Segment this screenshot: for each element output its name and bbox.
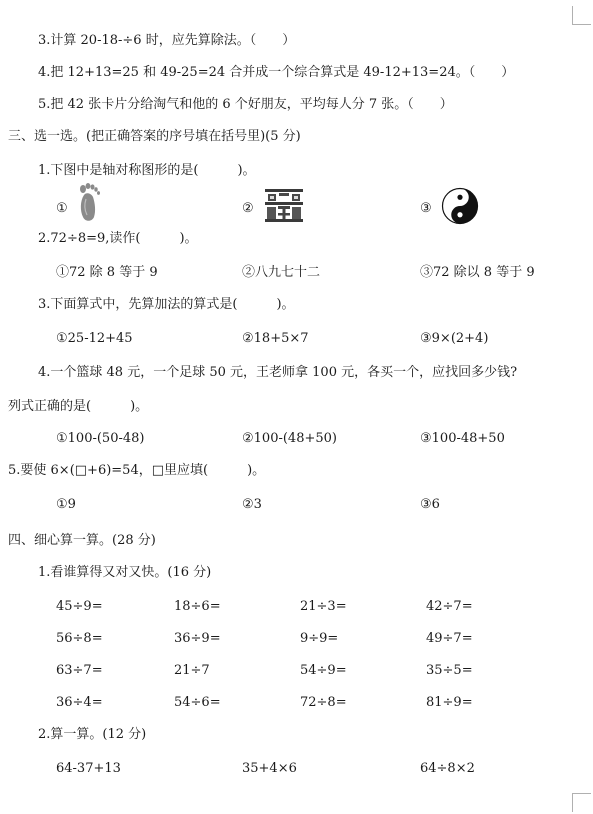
- option-1: ①25-12+45: [56, 331, 133, 346]
- choice-question-1: 1.下图中是轴对称图形的是( )。: [38, 163, 256, 178]
- option-2: ②100-(48+50): [242, 431, 337, 446]
- calc-item: 21÷7: [174, 663, 210, 678]
- calc-item: 9÷9=: [300, 631, 339, 646]
- option-1-label: ①: [56, 201, 68, 216]
- calc-item: 36÷4=: [56, 695, 103, 710]
- option-1: ①72 除 8 等于 9: [56, 265, 158, 280]
- judge-question-3: 3.计算 20-18-÷6 时，应先算除法。（ ）: [38, 33, 296, 48]
- choice-question-1-options: [0, 196, 593, 222]
- choice-question-2: 2.72÷8=9,读作( )。: [38, 231, 198, 246]
- footprint-icon: [74, 181, 104, 229]
- yin-yang-icon: [441, 187, 479, 231]
- calc-item: 64÷8×2: [420, 761, 475, 776]
- calc-item: 54÷6=: [174, 695, 221, 710]
- choice-question-4: 4.一个篮球 48 元，一个足球 50 元，王老师拿 100 元，各买一个，应找回多少钱?: [38, 365, 518, 380]
- calc-item: 64-37+13: [56, 761, 121, 776]
- option-1: ①100-(50-48): [56, 431, 145, 446]
- page-corner-mark: [572, 793, 591, 812]
- option-3: ③6: [420, 497, 440, 512]
- option-3-label: ③: [420, 201, 432, 216]
- judge-question-4: 4.把 12+13=25 和 49-25=24 合并成一个综合算式是 49-12+13=24。（ ）: [38, 65, 515, 80]
- page-corner-mark: [572, 6, 591, 25]
- option-2: ②18+5×7: [242, 331, 309, 346]
- calc-item: 36÷9=: [174, 631, 221, 646]
- section-4-title: 四、细心算一算。(28 分): [8, 533, 156, 548]
- option-1: ①9: [56, 497, 76, 512]
- option-2: ②3: [242, 497, 262, 512]
- choice-question-5: 5.要使 6×(□+6)=54，□里应填( )。: [8, 463, 266, 478]
- calc-item: 45÷9=: [56, 599, 103, 614]
- choice-question-3: 3.下面算式中，先算加法的算式是( )。: [38, 297, 295, 312]
- calc-item: 72÷8=: [300, 695, 347, 710]
- calc-item: 35+4×6: [242, 761, 297, 776]
- judge-question-5: 5.把 42 张卡片分给淘气和他的 6 个好朋友，平均每人分 7 张。（ ）: [38, 97, 453, 112]
- calc-item: 42÷7=: [426, 599, 473, 614]
- calc-part-2-title: 2.算一算。(12 分): [38, 727, 147, 742]
- calc-item: 18÷6=: [174, 599, 221, 614]
- calc-item: 35÷5=: [426, 663, 473, 678]
- option-3: ③9×(2+4): [420, 331, 489, 346]
- calc-item: 49÷7=: [426, 631, 473, 646]
- calc-item: 56÷8=: [56, 631, 103, 646]
- calc-item: 63÷7=: [56, 663, 103, 678]
- option-2: ②八九七十二: [242, 265, 321, 280]
- calc-part-1-title: 1.看谁算得又对又快。(16 分): [38, 565, 212, 580]
- option-2-label: ②: [242, 201, 254, 216]
- option-3: ③100-48+50: [420, 431, 505, 446]
- chinese-character-icon: [264, 187, 304, 229]
- section-3-title: 三、选一选。(把正确答案的序号填在括号里)(5 分): [8, 129, 301, 144]
- option-3: ③72 除以 8 等于 9: [420, 265, 535, 280]
- calc-item: 54÷9=: [300, 663, 347, 678]
- choice-question-4-continued: 列式正确的是( )。: [8, 399, 149, 414]
- calc-item: 21÷3=: [300, 599, 347, 614]
- calc-item: 81÷9=: [426, 695, 473, 710]
